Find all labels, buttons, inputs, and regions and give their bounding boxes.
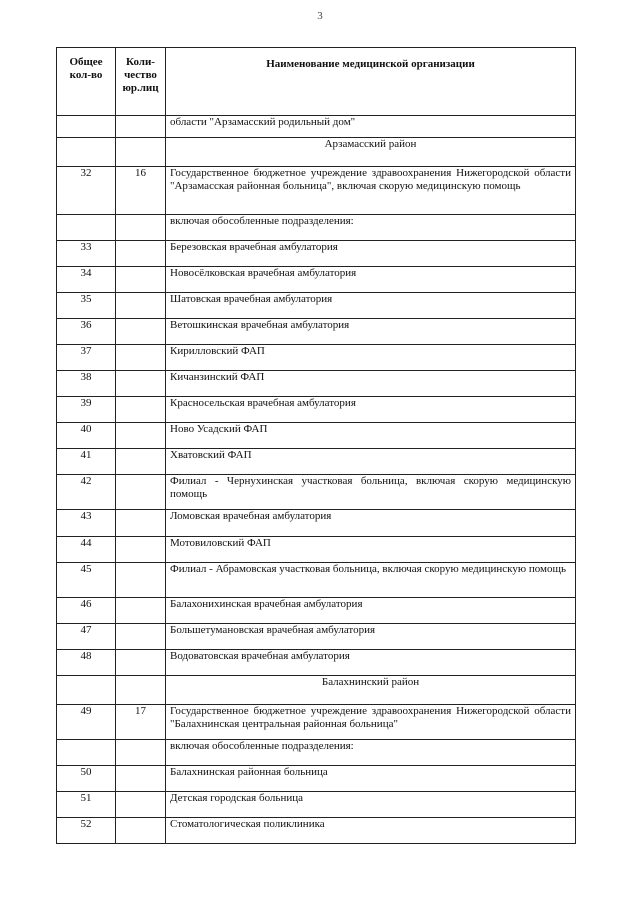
table-row	[57, 705, 576, 740]
cell-total: 43	[57, 510, 116, 537]
table-row	[57, 792, 576, 818]
cell-total	[57, 138, 116, 167]
cell-name: Большетумановская врачебная амбулатория	[166, 624, 576, 650]
cell-name: Красносельская врачебная амбулатория	[166, 397, 576, 423]
cell-name: Кирилловский ФАП	[166, 345, 576, 371]
cell-count	[116, 319, 166, 345]
table-row	[57, 650, 576, 676]
cell-total: 36	[57, 319, 116, 345]
cell-count	[116, 598, 166, 624]
cell-total: 33	[57, 241, 116, 267]
table-row	[57, 423, 576, 449]
table-row	[57, 167, 576, 215]
table-row	[57, 267, 576, 293]
cell-name: Шатовская врачебная амбулатория	[166, 293, 576, 319]
cell-count	[116, 371, 166, 397]
cell-name: Ломовская врачебная амбулатория	[166, 510, 576, 537]
table-row	[57, 740, 576, 766]
cell-count	[116, 293, 166, 319]
header-count: Коли-чество юр.лиц	[116, 48, 166, 116]
cell-name: Государственное бюджетное учреждение здравоохранения Нижегородской области "Балахнинская центральная районная больница"	[166, 705, 576, 740]
cell-total: 38	[57, 371, 116, 397]
cell-count	[116, 138, 166, 167]
cell-name: Стоматологическая поликлиника	[166, 818, 576, 844]
cell-count	[116, 475, 166, 510]
cell-count	[116, 766, 166, 792]
cell-total	[57, 740, 116, 766]
table-row	[57, 624, 576, 650]
cell-total: 41	[57, 449, 116, 475]
table-row	[57, 319, 576, 345]
cell-count	[116, 740, 166, 766]
header-name: Наименование медицинской организации	[166, 48, 576, 116]
cell-total: 50	[57, 766, 116, 792]
cell-total	[57, 116, 116, 138]
table-row	[57, 397, 576, 423]
table-row	[57, 563, 576, 598]
table-row	[57, 598, 576, 624]
cell-total: 49	[57, 705, 116, 740]
cell-total: 52	[57, 818, 116, 844]
table-row	[57, 766, 576, 792]
cell-total: 46	[57, 598, 116, 624]
cell-count	[116, 449, 166, 475]
table-row	[57, 241, 576, 267]
cell-count	[116, 510, 166, 537]
cell-name: Балахнинская районная больница	[166, 766, 576, 792]
cell-name: Березовская врачебная амбулатория	[166, 241, 576, 267]
medical-organizations-table	[56, 47, 576, 844]
section-row	[57, 138, 576, 167]
cell-total: 44	[57, 537, 116, 563]
cell-name: Мотовиловский ФАП	[166, 537, 576, 563]
cell-total: 45	[57, 563, 116, 598]
cell-count	[116, 676, 166, 705]
cell-name: Новосёлковская врачебная амбулатория	[166, 267, 576, 293]
cell-name: Ветошкинская врачебная амбулатория	[166, 319, 576, 345]
cell-total: 32	[57, 167, 116, 215]
table-row	[57, 116, 576, 138]
cell-count	[116, 624, 166, 650]
cell-count: 16	[116, 167, 166, 215]
cell-name: Водоватовская врачебная амбулатория	[166, 650, 576, 676]
cell-count	[116, 423, 166, 449]
cell-count	[116, 345, 166, 371]
section-title: Балахнинский район	[166, 676, 576, 705]
cell-name: Кичанзинский ФАП	[166, 371, 576, 397]
cell-total: 35	[57, 293, 116, 319]
cell-count	[116, 397, 166, 423]
cell-name: включая обособленные подразделения:	[166, 740, 576, 766]
cell-name: Филиал - Чернухинская участковая больница, включая скорую медицинскую помощь	[166, 475, 576, 510]
section-title: Арзамасский район	[166, 138, 576, 167]
cell-count: 17	[116, 705, 166, 740]
cell-name: включая обособленные подразделения:	[166, 215, 576, 241]
table-row	[57, 537, 576, 563]
cell-name: Ново Усадский ФАП	[166, 423, 576, 449]
cell-total: 47	[57, 624, 116, 650]
cell-name: Государственное бюджетное учреждение здравоохранения Нижегородской области "Арзамасская районная больница", включая скорую медицинскую помощь	[166, 167, 576, 215]
cell-name: Хватовский ФАП	[166, 449, 576, 475]
cell-total: 34	[57, 267, 116, 293]
section-row	[57, 676, 576, 705]
cell-count	[116, 241, 166, 267]
cell-total	[57, 215, 116, 241]
cell-count	[116, 818, 166, 844]
cell-total: 37	[57, 345, 116, 371]
cell-count	[116, 267, 166, 293]
cell-name: Балахонихинская врачебная амбулатория	[166, 598, 576, 624]
table-row	[57, 371, 576, 397]
cell-count	[116, 537, 166, 563]
table-row	[57, 510, 576, 537]
table-row	[57, 345, 576, 371]
cell-count	[116, 116, 166, 138]
table-row	[57, 818, 576, 844]
cell-total: 42	[57, 475, 116, 510]
cell-total: 39	[57, 397, 116, 423]
cell-name: Филиал - Абрамовская участковая больница, включая скорую медицинскую помощь	[166, 563, 576, 598]
table-row	[57, 475, 576, 510]
cell-total: 40	[57, 423, 116, 449]
table-row	[57, 449, 576, 475]
cell-count	[116, 650, 166, 676]
table-header-row	[57, 48, 576, 116]
cell-name: области "Арзамасский родильный дом"	[166, 116, 576, 138]
cell-count	[116, 563, 166, 598]
cell-count	[116, 215, 166, 241]
cell-total	[57, 676, 116, 705]
page-number: 3	[317, 10, 323, 22]
header-total: Общее кол-во	[57, 48, 116, 116]
cell-name: Детская городская больница	[166, 792, 576, 818]
cell-total: 48	[57, 650, 116, 676]
table-row	[57, 293, 576, 319]
table-row	[57, 215, 576, 241]
cell-total: 51	[57, 792, 116, 818]
cell-count	[116, 792, 166, 818]
